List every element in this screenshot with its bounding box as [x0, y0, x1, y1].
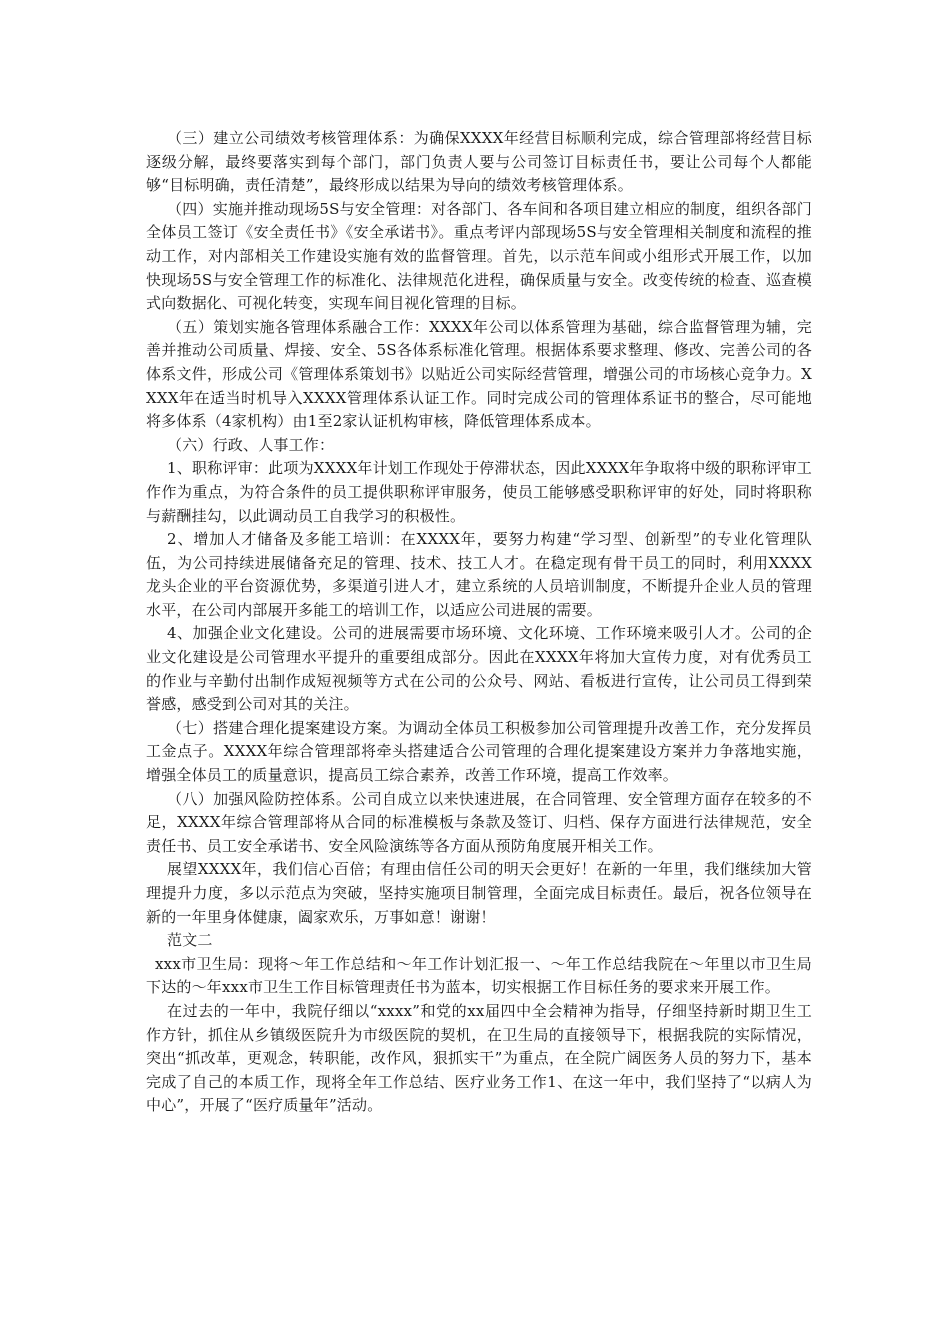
- paragraph-past-year: 在过去的一年中，我院仔细以“xxxx”和党的xx届四中全会精神为指导，仔细坚持新时期卫生工作方针，抓住从乡镇级医院升为市级医院的契机，在卫生局的直接领导下，根据我院的实际情况，突出“抓改革，更观念，转职能，改作风，狠抓实干”为重点，在全院广阔医务人员的努力下，基本完成了自己的本质工作，现将全年工作总结、医疗业务工作1、在这一年中，我们坚持了“以病人为中心”，开展了“医疗质量年”活动。: [146, 1001, 812, 1115]
- paragraph-outlook: 展望XXXX年，我们信心百倍；有理由信任公司的明天会更好！在新的一年里，我们继续加大管理提升力度，多以示范点为突破，坚持实施项目制管理，全面完成目标责任。最后，祝各位领导在新的一年里身体健康，阖家欢乐，万事如意！谢谢！: [146, 860, 812, 926]
- paragraph-performance-system: （三）建立公司绩效考核管理体系：为确保XXXX年经营目标顺利完成，综合管理部将经营目标逐级分解，最终要落实到每个部门，部门负责人要与公司签订目标责任书，要让公司每个人都能够“目标明确，责任清楚”，最终形成以结果为导向的绩效考核管理体系。: [146, 129, 812, 195]
- paragraph-talent-training: 2、增加人才储备及多能工培训：在XXXX年，要努力构建“学习型、创新型”的专业化管理队伍，为公司持续进展储备充足的管理、技术、技工人才。在稳定现有骨干员工的同时，利用XXXX龙头企业的平台资源优势，多渠道引进人才，建立系统的人员培训制度，不断提升企业人员的管理水平，在公司内部展开多能工的培训工作，以适应公司进展的需要。: [146, 530, 812, 619]
- paragraph-health-bureau: xxx市卫生局：现将～年工作总结和～年工作计划汇报一、～年工作总结我院在～年里以市卫生局下达的～年xxx市卫生工作目标管理责任书为蓝本，切实根据工作目标任务的要求来开展工作。: [146, 954, 812, 997]
- paragraph-5s-safety: （四）实施并推动现场5S与安全管理：对各部门、各车间和各项目建立相应的制度，组织各部门全体员工签订《安全责任书》《安全承诺书》。重点考评内部现场5S与安全管理相关制度和流程的推动工作，对内部相关工作建设实施有效的监督管理。首先，以示范车间或小组形式开展工作，以加快现场5S与安全管理工作的标准化、法律规范化进程，确保质量与安全。改变传统的检查、巡查模式向数据化、可视化转变，实现车间目视化管理的目标。: [146, 199, 812, 313]
- document-body: [146, 127, 812, 1118]
- paragraph-risk-control: （八）加强风险防控体系。公司自成立以来快速进展，在合同管理、安全管理方面存在较多的不足，XXXX年综合管理部将从合同的标准模板与条款及签订、归档、保存方面进行法律规范，安全责任书、员工安全承诺书、安全风险演练等各方面从预防角度展开相关工作。: [146, 789, 812, 855]
- section-heading-sample-two: 范文二: [167, 931, 213, 950]
- paragraph-admin-hr-heading: （六）行政、人事工作：: [167, 435, 335, 454]
- paragraph-management-systems: （五）策划实施各管理体系融合工作：XXXX年公司以体系管理为基础，综合监督管理为辅，完善并推动公司质量、焊接、安全、5S各体系标准化管理。根据体系要求整理、修改、完善公司的各体系文件，形成公司《管理体系策划书》以贴近公司实际经营管理，增强公司的市场核心竞争力。XXXX年在适当时机导入XXXX管理体系认证工作。同时完成公司的管理体系证书的整合，尽可能地将多体系（4家机构）由1至2家认证机构审核，降低管理体系成本。: [146, 317, 812, 431]
- paragraph-corporate-culture: 4、加强企业文化建设。公司的进展需要市场环境、文化环境、工作环境来吸引人才。公司的企业文化建设是公司管理水平提升的重要组成部分。因此在XXXX年将加大宣传力度，对有优秀员工的作业与辛勤付出制作成短视频等方式在公司的公众号、网站、看板进行宣传，让公司员工得到荣誉感，感受到公司对其的关注。: [146, 624, 812, 714]
- paragraph-proposal-scheme: （七）搭建合理化提案建设方案。为调动全体员工积极参加公司管理提升改善工作，充分发挥员工金点子。XXXX年综合管理部将牵头搭建适合公司管理的合理化提案建设方案并力争落地实施，增强全体员工的质量意识，提高员工综合素养，改善工作环境，提高工作效率。: [146, 718, 812, 785]
- paragraph-title-evaluation: 1、职称评审：此项为XXXX年计划工作现处于停滞状态，因此XXXX年争取将中级的职称评审工作作为重点，为符合条件的员工提供职称评审服务，使员工能够感受职称评审的好处，同时将职称与薪酬挂勾，以此调动员工自我学习的积极性。: [146, 459, 812, 525]
